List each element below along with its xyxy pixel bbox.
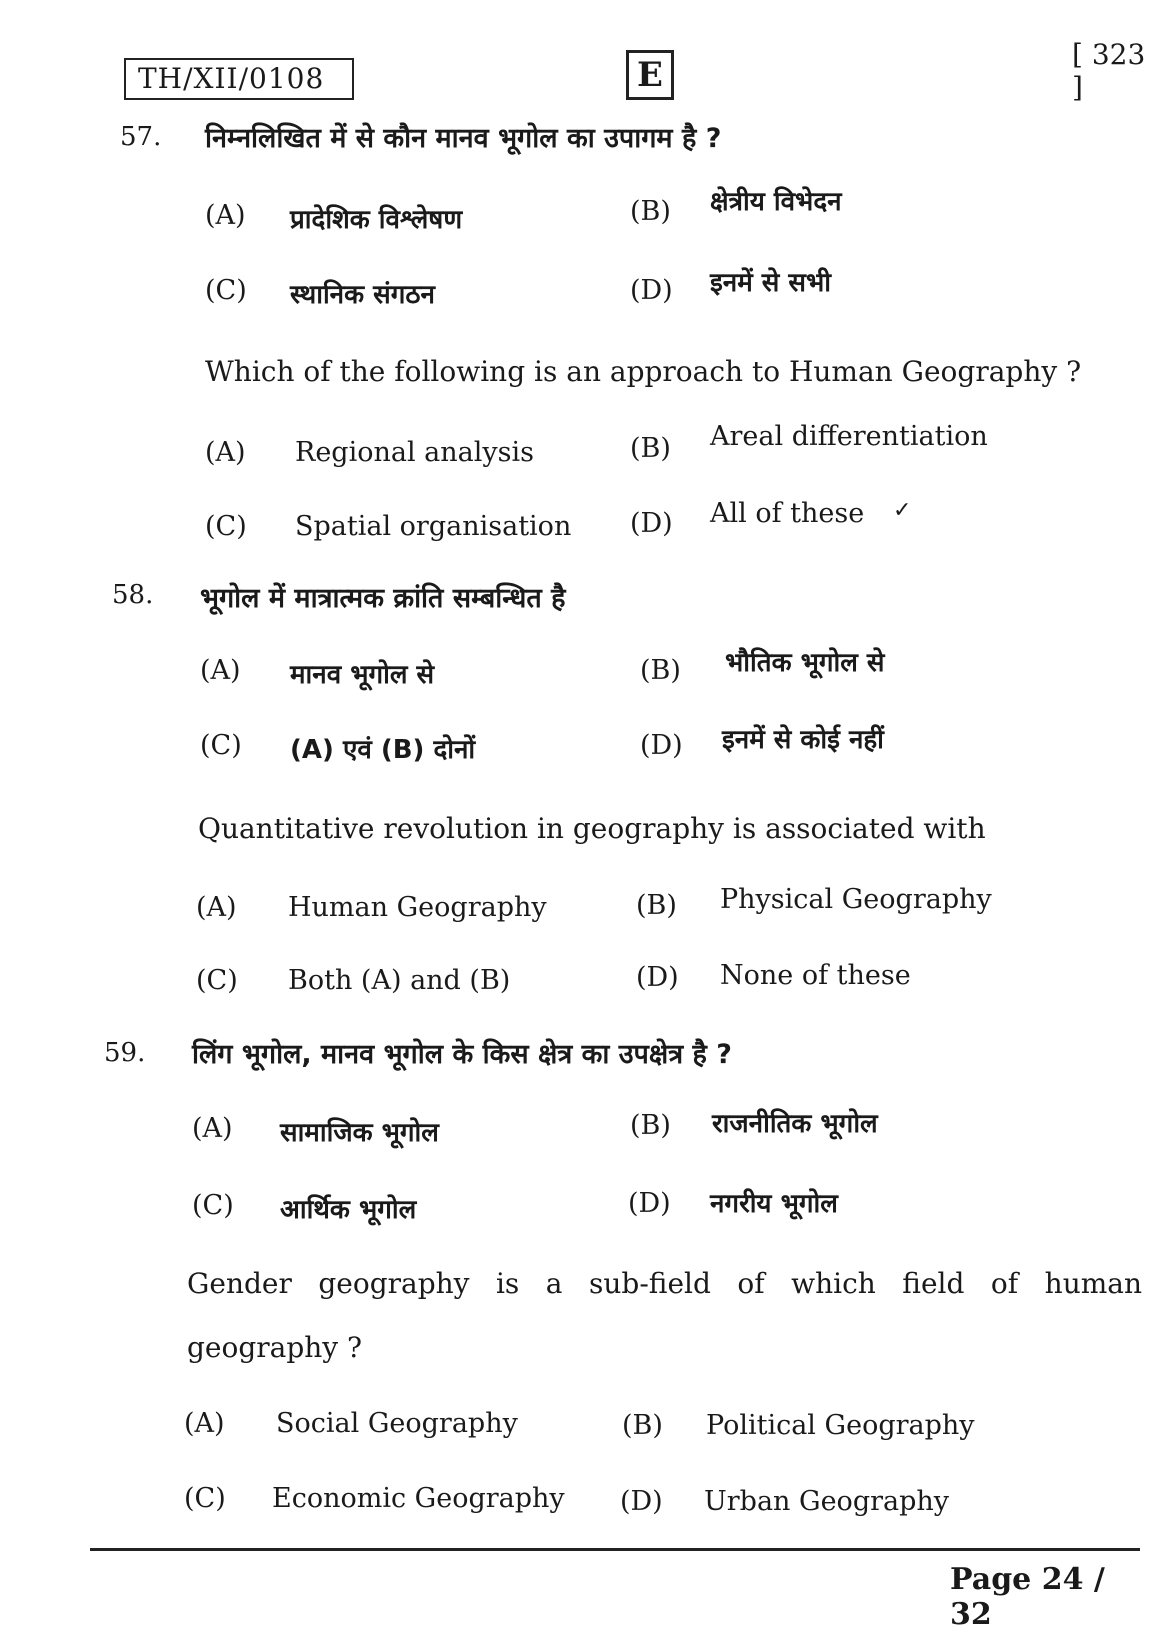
question-text-hindi: भूगोल में मात्रात्मक क्रांति सम्बन्धित है (200, 583, 566, 614)
tick-mark-icon: ✓ (893, 498, 912, 523)
exam-page: TH/XII/0108 E [ 323 ] 57. निम्नलिखित में से कौन मानव भूगोल का उपागम है ? (A) प्रादेशिक विश्लेषण (B) क्षेत्रीय विभेदन (C) स्थानिक संगठन (D) इनमें से सभी Which of the following is an approach to Human Geography ? (A) Regional analysis (B) Areal differentiation (C) Spatial organisation (D) All of these ✓ 58. भूगोल में मात्रात्मक क्रांति सम्बन्धित है (A) मानव भूगोल से (B) भौतिक भूगोल से (C) (A) एवं (B) दोनों (D) इनमें से कोई नहीं Quantitative revolution in geography is associated with (A) Human Geography (B) Physical Geography (C) Both (A) and (B) (D) None of these 59. लिंग भूगोल, मानव भूगोल के किस क्षेत्र का उपक्षेत्र है ? (A) सामाजिक भूगोल (B) राजनीतिक भूगोल (C) आर्थिक भूगोल (D) नगरीय भूगोल Gender geography is a sub-field of which field of human geography ? (A) Social Geography (B) Political Geography (C) Economic Geography (D) Urban Geography Page 24 / 32 (0, 0, 1156, 1618)
question-text-english: Which of the following is an approach to Human Geography ? (205, 355, 1082, 388)
question-number: 59. (104, 1038, 146, 1068)
question-text-english: Gender geography is a sub-field of which field of human geography ? (187, 1267, 1142, 1364)
set-label: E (626, 50, 674, 100)
question-number: 58. (112, 580, 154, 610)
footer-divider (90, 1548, 1140, 1551)
page-number: Page 24 / 32 (950, 1562, 1105, 1632)
question-text-hindi: निम्नलिखित में से कौन मानव भूगोल का उपागम है ? (205, 123, 722, 154)
paper-code: TH/XII/0108 (124, 58, 354, 100)
question-number: 57. (120, 122, 162, 152)
page-ref-top: [ 323 ] (1072, 38, 1146, 104)
question-text-english: Quantitative revolution in geography is associated with (198, 812, 986, 845)
question-text-hindi: लिंग भूगोल, मानव भूगोल के किस क्षेत्र का उपक्षेत्र है ? (192, 1039, 732, 1070)
